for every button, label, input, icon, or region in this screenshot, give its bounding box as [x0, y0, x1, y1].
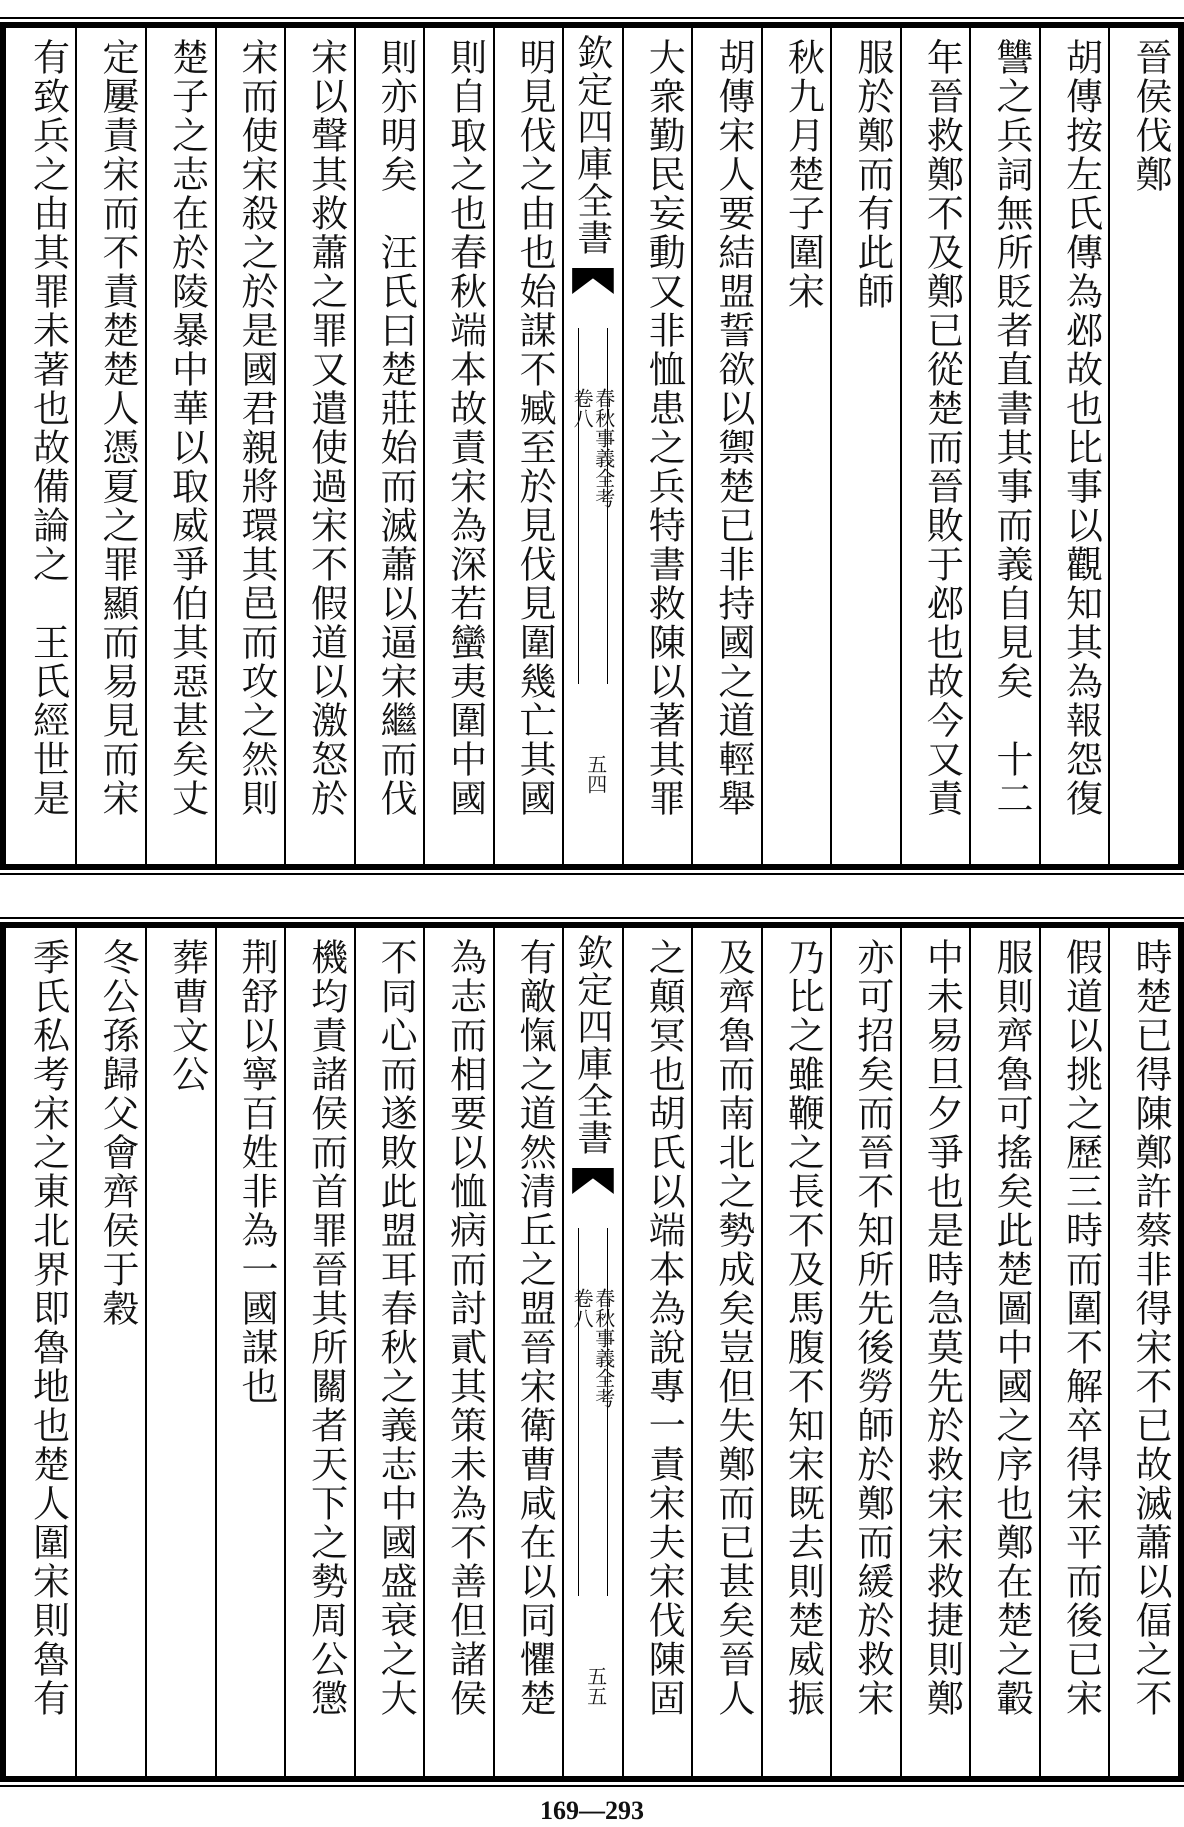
text-column: 大衆勤民妄動又非恤患之兵特書救陳以著其罪 [622, 28, 692, 864]
text-column: 亦可招矣而晉不知所先後勞師於鄭而緩於救宋 [830, 928, 900, 1776]
divider [578, 1228, 579, 1596]
fish-tail-ornament-icon [572, 1168, 614, 1194]
text-column: 乃比之雖鞭之長不及馬腹不知宋既去則楚威振 [761, 928, 831, 1776]
text-column: 中未易旦夕爭也是時急莫先於救宋宋救捷則鄭 [900, 928, 970, 1776]
text-column: 定屢責宋而不責楚楚人憑夏之罪顯而易見而宋 [75, 28, 145, 864]
text-column: 則自取之也春秋端本故責宋為深若蠻夷圍中國 [423, 28, 493, 864]
text-column: 假道以挑之歷三時而圍不解卒得宋平而後已宋 [1039, 928, 1109, 1776]
text-column: 年晉救鄭不及鄭已從楚而晉敗于邲也故今又責 [900, 28, 970, 864]
volume-label: 卷八 [570, 388, 595, 428]
text-column: 則亦明矣 汪氏曰楚莊始而滅蕭以逼宋繼而伐 [354, 28, 424, 864]
collection-title: 欽定四庫全書 [571, 934, 613, 1156]
text-column: 冬公孫歸父會齊侯于穀 [75, 928, 145, 1776]
text-column: 荆舒以寧百姓非為一國謀也 [215, 928, 285, 1776]
text-column: 明見伐之由也始謀不臧至於見伐見圍幾亡其國 [493, 28, 563, 864]
text-column: 宋而使宋殺之於是國君親將環其邑而攻之然則 [215, 28, 285, 864]
text-column: 有敵愾之道然清丘之盟晉宋衛曹咸在以同懼楚 [493, 928, 563, 1776]
volume-label: 卷八 [570, 1288, 595, 1328]
text-column: 季氏私考宋之東北界即魯地也楚人圍宋則魯有 [26, 938, 70, 1718]
text-column: 楚子之志在於陵暴中華以取威爭伯其惡甚矣丈 [145, 28, 215, 864]
text-column: 及齊魯而南北之勢成矣豈但失鄭而已甚矣晉人 [691, 928, 761, 1776]
book-title: 春秋事義全考 [591, 1288, 616, 1408]
footer-page-number: 169—293 [540, 1796, 644, 1825]
text-column: 有致兵之由其罪未著也故備論之 王氏經世是 [26, 38, 70, 818]
divider [578, 328, 579, 684]
page-center-heart [562, 928, 622, 1776]
page-top [0, 22, 1184, 870]
collection-title: 欽定四庫全書 [571, 34, 613, 256]
text-column: 服於鄭而有此師 [830, 28, 900, 864]
divider [607, 1228, 608, 1596]
text-column: 不同心而遂敗此盟耳春秋之義志中國盛衰之大 [354, 928, 424, 1776]
text-column: 葬曹文公 [145, 928, 215, 1776]
text-column: 服則齊魯可搖矣此楚圖中國之序也鄭在楚之轂 [969, 928, 1039, 1776]
text-column: 機均責諸侯而首罪晉其所關者天下之勢周公懲 [284, 928, 354, 1776]
book-title: 春秋事義全考 [591, 388, 616, 508]
text-column: 讐之兵詞無所貶者直書其事而義自見矣 十二 [969, 28, 1039, 864]
text-column: 時楚已得陳鄭許蔡非得宋不已故滅蕭以偪之不 [1108, 928, 1178, 1776]
text-column: 為志而相要以恤病而討貳其策未為不善但諸侯 [423, 928, 493, 1776]
text-column: 晉侯伐鄭 [1108, 28, 1178, 864]
fish-tail-ornament-icon [572, 268, 614, 294]
page-center-heart [562, 28, 622, 864]
page-bottom [0, 922, 1184, 1782]
text-column: 秋九月楚子圍宋 [761, 28, 831, 864]
text-column: 胡傳宋人要結盟誓欲以禦楚已非持國之道輕舉 [691, 28, 761, 864]
text-column: 宋以聲其救蕭之罪又遣使過宋不假道以激怒於 [284, 28, 354, 864]
page-number: 五五 [583, 1666, 608, 1706]
page-number: 五四 [583, 754, 608, 794]
text-column: 胡傳按左氏傳為邲故也比事以觀知其為報怨復 [1039, 28, 1109, 864]
text-column: 之顛冥也胡氏以端本為說專一責宋夫宋伐陳固 [622, 928, 692, 1776]
